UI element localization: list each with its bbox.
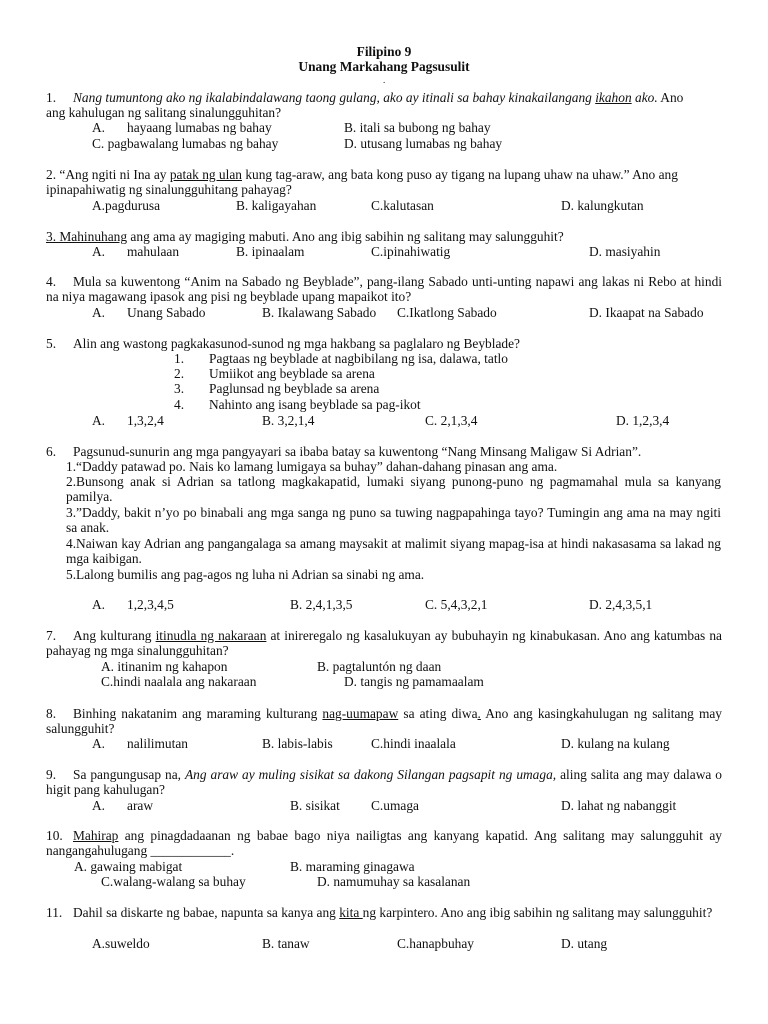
- option-c[interactable]: C.kalutasan: [371, 198, 434, 213]
- option-b[interactable]: B. sisikat: [290, 798, 340, 813]
- underlined-phrase: itinudla ng nakaraan: [155, 628, 267, 643]
- italic-sentence: Ang araw ay muling sisikat sa dakong Silangan pagsapit ng umaga,: [184, 767, 557, 782]
- question-number: 5.: [46, 336, 57, 351]
- option-d[interactable]: D. utang: [561, 936, 608, 951]
- option-b[interactable]: B. 3,2,1,4: [262, 413, 315, 428]
- option-a[interactable]: A. gawaing mabigat: [74, 859, 183, 874]
- underlined-word: ikahon: [595, 90, 632, 105]
- question-number: 7.: [46, 628, 57, 643]
- option-c[interactable]: C.hindi naalala ang nakaraan: [101, 674, 257, 689]
- option-c[interactable]: C. 5,4,3,2,1: [425, 597, 488, 612]
- option-b[interactable]: B. itali sa bubong ng bahay: [344, 120, 491, 135]
- option-b[interactable]: B. kaligayahan: [236, 198, 317, 213]
- step-item: 2. Umiikot ang beyblade sa arena: [174, 366, 375, 381]
- event-item: 3.”Daddy, bakit n’yo po binabali ang mga sanga ng puno sa tuwing nagpapahinga tayo? Tumingin ang ama na may ngiti sa anak.: [66, 505, 721, 536]
- option-c[interactable]: C.Ikatlong Sabado: [397, 305, 497, 320]
- option-a[interactable]: A. itinanim ng kahapon: [101, 659, 228, 674]
- answer-blank[interactable]: ____________: [150, 843, 231, 859]
- option-c[interactable]: C. 2,1,3,4: [425, 413, 478, 428]
- question-number: 9.: [46, 767, 57, 782]
- option-b[interactable]: B. maraming ginagawa: [290, 859, 415, 874]
- option-a[interactable]: A. mahulaan: [92, 244, 180, 259]
- option-a[interactable]: A. 1,3,2,4: [92, 413, 164, 428]
- option-d[interactable]: D. 2,4,3,5,1: [589, 597, 653, 612]
- option-c[interactable]: C. pagbawalang lumabas ng bahay: [92, 136, 279, 151]
- subject-title: Filipino 9: [356, 44, 412, 59]
- option-b[interactable]: B. pagtaluntón ng daan: [317, 659, 442, 674]
- option-d[interactable]: D. kalungkutan: [561, 198, 644, 213]
- underlined-phrase: patak ng ulan: [169, 167, 242, 182]
- option-a[interactable]: A.suweldo: [92, 936, 150, 951]
- option-b[interactable]: B. Ikalawang Sabado: [262, 305, 377, 320]
- option-d[interactable]: D. utusang lumabas ng bahay: [344, 136, 503, 151]
- option-a[interactable]: A. nalilimutan: [92, 736, 188, 751]
- event-item: 2.Bunsong anak si Adrian sa tatlong magkakapatid, lumaki siyang punong-puno ng pagmamahal mula sa kanyang pamilya.: [66, 474, 721, 505]
- question-number: 11.: [46, 905, 63, 920]
- step-item: 1. Pagtaas ng beyblade at nagbibilang ng isa, dalawa, tatlo: [174, 351, 508, 366]
- option-c[interactable]: C.umaga: [371, 798, 419, 813]
- option-c[interactable]: C.hanapbuhay: [397, 936, 474, 951]
- event-item: 1.“Daddy patawad po. Nais ko lamang lumigaya sa buhay” dahan-dahang pinasan ang ama.: [66, 459, 558, 474]
- option-b[interactable]: B. tanaw: [262, 936, 310, 951]
- option-a[interactable]: A. 1,2,3,4,5: [92, 597, 174, 612]
- option-d[interactable]: D. lahat ng nabanggit: [561, 798, 677, 813]
- option-d[interactable]: D. namumuhay sa kasalanan: [317, 874, 471, 889]
- option-d[interactable]: D. Ikaapat na Sabado: [589, 305, 704, 320]
- option-d[interactable]: D. tangis ng pamamaalam: [344, 674, 484, 689]
- underlined-word: kita: [339, 905, 363, 920]
- exam-page: Filipino 9 Unang Markahang Pagsusulit . 1. Nang tumuntong ako ng ikalabindalawang taong gulang, ako ay itinali sa bahay kinakailangang ikahon ako. Ano ang kahulugan ng salitang sinalungguhitan? A. hayaang lumabas ng bahay B. itali sa bubong ng bahay C. pagbawalang lumabas ng bahay D. utusang lumabas ng bahay 2. “Ang ngiti ni Ina ay patak ng ulan kung tag-araw, ang bata kong puso ay tigang na lupang uhaw na uhaw.” Ano ang ipinapahiwatig ng sinalungguhitang pahayag? A.pagdurusa B. kaligayahan C.kalutasan D. kalungkutan 3. Mahinuhang ang ama ay magiging mabuti. Ano ang ibig sabihin ng salitang may salungguhit? A. mahulaan B. ipinaalam C.ipinahiwatig D. masiyahin 4. Mula sa kuwentong “Anim na Sabado ng Beyblade”, pang-ilang Sabado unti-unting napawi ang lakas ni Rebo at hindi na niya magawang ipasok ang pisi ng beyblade upang mapaikot ito? A. Unang Sabado B. Ikalawang Sabado C.Ikatlong Sabado D. Ikaapat na Sabado 5. Alin ang wastong pagkakasunod-sunod ng mga hakbang sa paglalaro ng Beyblade? 1. Pagtaas ng beyblade at nagbibilang ng isa, dalawa, tatlo 2. Umiikot ang beyblade sa arena 3. Paglunsad ng beyblade sa arena 4. Nahinto ang isang beyblade sa pag-ikot A. 1,3,2,4 B. 3,2,1,4 C. 2,1,3,4 D. 1,2,3,4 6. Pagsunud-sunurin ang mga pangyayari sa ibaba batay sa kuwentong “Nang Minsang Maligaw Si Adrian”. 1.“Daddy patawad po. Nais ko lamang lumigaya sa buhay” dahan-dahang pinasan ang ama. 2.Bunsong anak si Adrian sa tatlong magkakapatid, lumaki siyang punong-puno ng pagmamahal mula sa kanyang pamilya. 3.”Daddy, bakit n’yo po binabali ang mga sanga ng puno sa tuwing nagpapahinga tayo? Tumingin ang ama na may ngiti sa anak. 4.Naiwan kay Adrian ang pangangalaga sa amang maysakit at malimit siyang mapag-isa at hindi nakasasama sa lakad ng mga kaibigan. 5.Lalong bumilis ang pag-agos ng luha ni Adrian sa sinabi ng ama. A. 1,2,3,4,5 B. 2,4,1,3,5 C. 5,4,3,2,1 D. 2,4,3,5,1 7. Ang kulturang itinudla ng nakaraan at inireregalo ng kasalukuyan ay bubuhayin ng kinabukasan. Ano ang katumbas na pahayag ng mga sinalungguhitan? A. itinanim ng kahapon B. pagtaluntón ng daan C.hindi naalala ang nakaraan D. tangis ng pamamaalam 8. Binhing nakatanim ang maraming kulturang nag-uumapaw sa ating diwa. Ano ang kasingkahulugan ng salitang may salungguhit? A. nalilimutan B. labis-labis C.hindi inaalala D. kulang na kulang 9. Sa pangungusap na, Ang araw ay muling sisikat sa dakong Silangan pagsapit ng umaga, aling salita ang may dalawa o higit pang kahulugan? A. araw B. sisikat C.umaga D. lahat ng nabanggit 10. Mahirap ang pinagdadaanan ng babae bago niya nailigtas ang kanyang kapatid. Ang salitang may salungguhit ay nangangahulugang ____________. A. gawaing mabigat B. maraming ginagawa C.walang-walang sa buhay D. namumuhay sa kasalanan 11. Dahil sa diskarte ng babae, napunta sa kanya ang kita ng karpintero. Ano ang ibig sabihin ng salitang may salungguhit? A.suweldo B. tanaw C.hanapbuhay D. utang: [0, 0, 768, 1024]
- option-a[interactable]: A.pagdurusa: [92, 198, 161, 213]
- question-number: 8.: [46, 706, 57, 721]
- option-d[interactable]: D. 1,2,3,4: [616, 413, 670, 428]
- option-b[interactable]: B. 2,4,1,3,5: [290, 597, 353, 612]
- option-c[interactable]: C.walang-walang sa buhay: [101, 874, 246, 889]
- underlined-word: Mahirap: [73, 828, 119, 843]
- question-number: 4.: [46, 274, 57, 289]
- header-dot: .: [383, 75, 386, 85]
- option-c[interactable]: C.hindi inaalala: [371, 736, 456, 751]
- option-a[interactable]: A. hayaang lumabas ng bahay: [92, 120, 272, 135]
- step-item: 4. Nahinto ang isang beyblade sa pag-ikot: [174, 397, 421, 412]
- underlined-word: nag-uumapaw: [322, 706, 399, 721]
- event-item: 4.Naiwan kay Adrian ang pangangalaga sa amang maysakit at malimit siyang mapag-isa at hindi nakasasama sa lakad ng mga kaibigan.: [66, 536, 721, 567]
- underlined-word: 3. Mahinuhang: [46, 229, 128, 244]
- option-d[interactable]: D. kulang na kulang: [561, 736, 670, 751]
- question-number: 1.: [46, 90, 57, 105]
- event-item: 5.Lalong bumilis ang pag-agos ng luha ni Adrian sa sinabi ng ama.: [66, 567, 425, 582]
- exam-title: Unang Markahang Pagsusulit: [298, 59, 470, 74]
- option-d[interactable]: D. masiyahin: [589, 244, 661, 259]
- step-item: 3. Paglunsad ng beyblade sa arena: [174, 381, 380, 396]
- question-number: 6.: [46, 444, 57, 459]
- option-b[interactable]: B. ipinaalam: [236, 244, 305, 259]
- option-c[interactable]: C.ipinahiwatig: [371, 244, 451, 259]
- option-a[interactable]: A. Unang Sabado: [92, 305, 206, 320]
- option-a[interactable]: A. araw: [92, 798, 154, 813]
- question-number: 10.: [46, 828, 63, 843]
- option-b[interactable]: B. labis-labis: [262, 736, 333, 751]
